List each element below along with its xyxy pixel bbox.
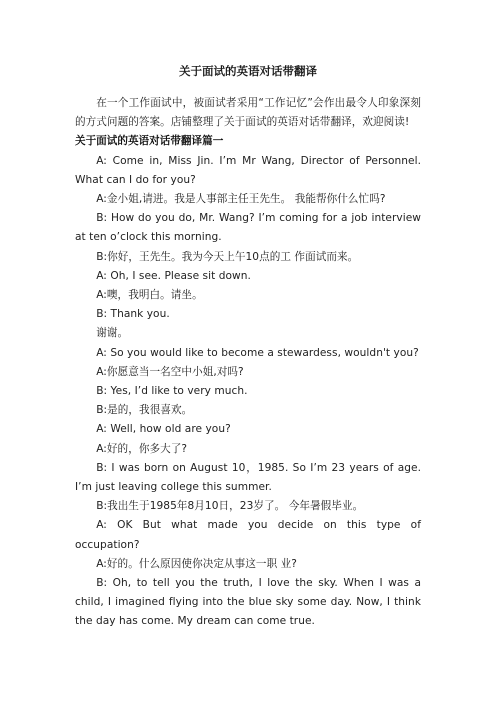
dialogue-line: B: Oh, to tell you the truth, I love the sky. When I was a child, I imagined flying into the blue sky some day. Now, I think the day has come. My dream can come true. (75, 577, 421, 628)
intro-paragraph: 在一个工作面试中，被面试者采用“工作记忆”会作出最令人印象深刻的方式问题的答案。店铺整理了关于面试的英语对话带翻译，欢迎阅读! (75, 97, 421, 129)
dialogue-line: A: So you would like to become a stewardess, wouldn't you? (96, 346, 419, 359)
dialogue-line: A:好的，你多大了? (96, 442, 188, 455)
dialogue-line: B: Thank you. (96, 308, 170, 321)
dialogue-line: A:金小姐,请进。我是人事部主任王先生。 我能帮你什么忙吗? (96, 193, 386, 206)
dialogue-line: B:你好，王先生。我为今天上午10点的工 作面试而来。 (96, 250, 359, 263)
dialogue-line: B: How do you do, Mr. Wang? I’m coming for a job interview at ten o’clock this morning. (75, 212, 421, 244)
dialogue-line: A:噢，我明白。请坐。 (96, 289, 203, 302)
dialogue-line: 谢谢。 (96, 327, 129, 340)
dialogue-line: A:你愿意当一名空中小姐,对吗? (96, 365, 244, 378)
dialogue-line: B:我出生于1985年8月10日，23岁了。 今年暑假毕业。 (96, 500, 364, 513)
dialogue-line: A: OK But what made you decide on this type of occupation? (75, 519, 421, 551)
dialogue-line: B:是的，我很喜欢。 (96, 404, 193, 417)
dialogue-line: A: Oh, I see. Please sit down. (96, 269, 251, 282)
dialogue-line: B: Yes, I’d like to very much. (96, 385, 248, 398)
document-title: 关于面试的英语对话带翻译 (179, 64, 317, 78)
dialogue-line: A:好的。什么原因使你决定从事这一职 业? (96, 557, 297, 570)
dialogue-line: B: I was born on August 10，1985. So I’m 23 years of age. I’m just leaving college this summer. (75, 461, 421, 494)
dialogue-line: A: Come in, Miss Jin. I’m Mr Wang, Director of Personnel. What can I do for you? (75, 154, 421, 186)
section-heading: 关于面试的英语对话带翻译篇一 (75, 135, 224, 148)
dialogue-line: A: Well, how old are you? (96, 423, 231, 436)
